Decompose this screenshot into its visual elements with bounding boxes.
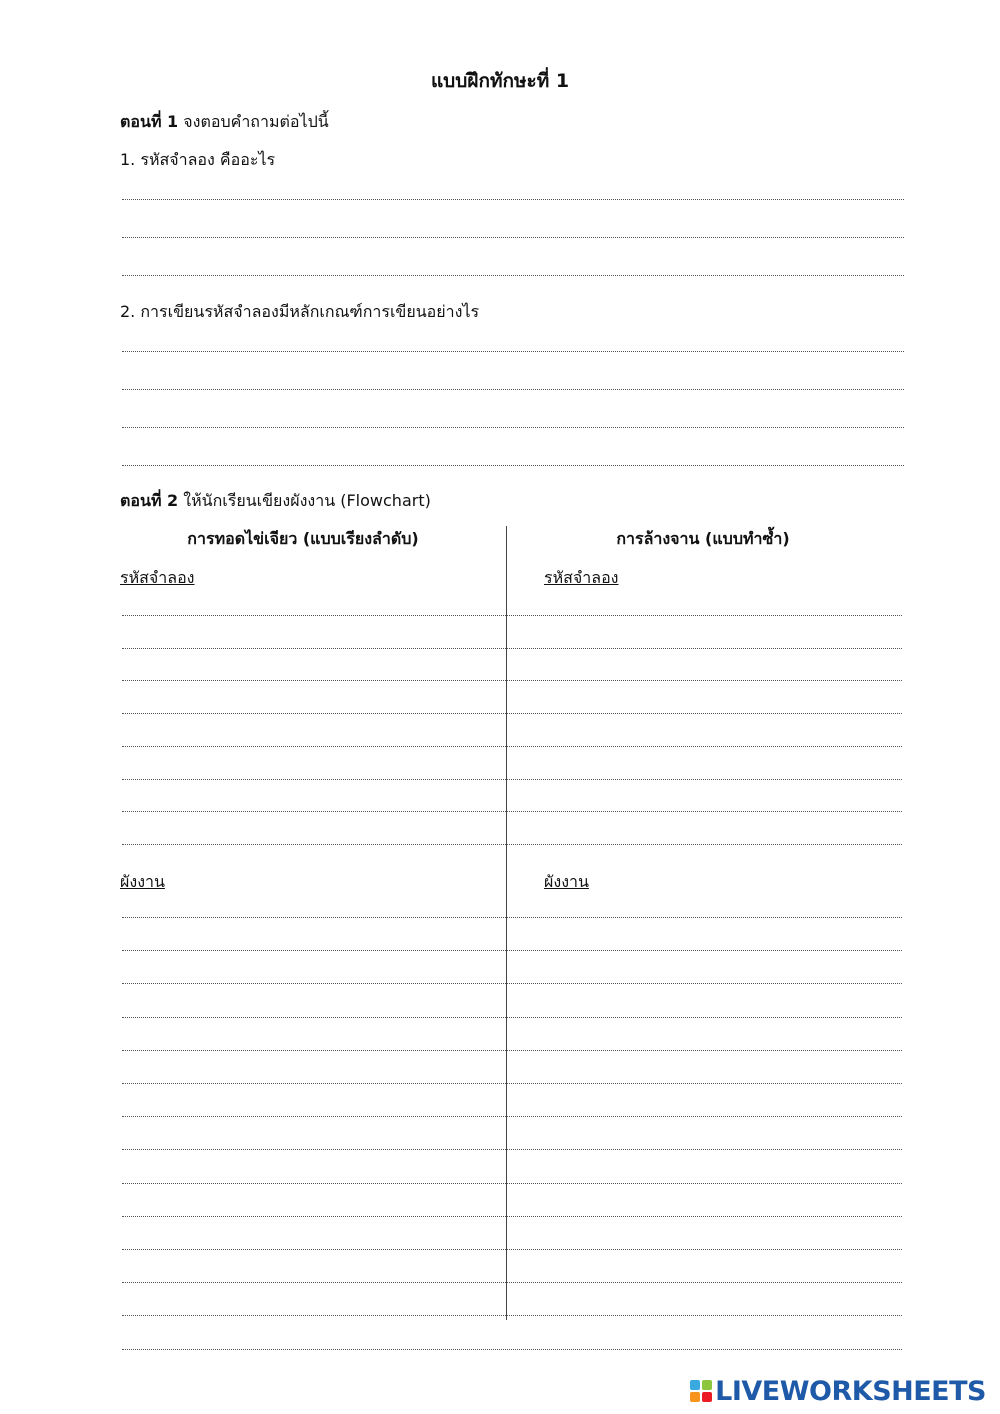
flowchart-answer-line-1[interactable]: [122, 917, 902, 918]
answer-line-q1-2[interactable]: [122, 237, 904, 238]
answer-line-q2-2[interactable]: [122, 389, 904, 390]
flowchart-answer-line-14[interactable]: [122, 1349, 902, 1350]
column-divider: [506, 526, 507, 1320]
flowchart-answer-line-12[interactable]: [122, 1282, 902, 1283]
flowchart-answer-line-11[interactable]: [122, 1249, 902, 1250]
flowchart-answer-line-5[interactable]: [122, 1050, 902, 1051]
flowchart-answer-line-8[interactable]: [122, 1149, 902, 1150]
flowchart-answer-line-4[interactable]: [122, 1017, 902, 1018]
left-column-header: การทอดไข่เจียว (แบบเรียงลำดับ): [187, 529, 419, 548]
part2-heading-label: ตอนที่ 2: [120, 491, 179, 510]
right-flowchart-label: ผังงาน: [544, 872, 589, 891]
flowchart-answer-line-2[interactable]: [122, 950, 902, 951]
pseudocode-answer-line-2[interactable]: [122, 648, 902, 649]
flowchart-answer-line-10[interactable]: [122, 1216, 902, 1217]
left-flowchart-label: ผังงาน: [120, 872, 165, 891]
part1-heading: [120, 110, 329, 135]
flowchart-answer-line-7[interactable]: [122, 1116, 902, 1117]
liveworksheets-logo: [690, 1374, 986, 1408]
worksheet-title: แบบฝึกทักษะที่ 1: [430, 70, 570, 92]
pseudocode-answer-line-1[interactable]: [122, 615, 902, 616]
answer-line-q1-3[interactable]: [122, 275, 904, 276]
answer-line-q1-1[interactable]: [122, 199, 904, 200]
answer-line-q2-1[interactable]: [122, 351, 904, 352]
pseudocode-answer-line-4[interactable]: [122, 713, 902, 714]
flowchart-answer-line-6[interactable]: [122, 1083, 902, 1084]
left-pseudocode-label: รหัสจำลอง: [120, 568, 195, 587]
part1-heading-label: ตอนที่ 1: [120, 112, 179, 131]
pseudocode-answer-line-3[interactable]: [122, 680, 902, 681]
pseudocode-answer-line-5[interactable]: [122, 746, 902, 747]
pseudocode-answer-line-7[interactable]: [122, 811, 902, 812]
flowchart-answer-line-9[interactable]: [122, 1183, 902, 1184]
answer-line-q2-4[interactable]: [122, 465, 904, 466]
right-pseudocode-label: รหัสจำลอง: [544, 568, 619, 587]
pseudocode-answer-line-8[interactable]: [122, 844, 902, 845]
liveworksheets-logo-icon: [690, 1380, 712, 1402]
question-1: 1. รหัสจำลอง คืออะไร: [120, 150, 276, 169]
part2-heading: [120, 489, 431, 514]
part2-heading-instruction: ให้นักเรียนเขียงผังงาน (Flowchart): [178, 491, 431, 510]
flowchart-answer-line-3[interactable]: [122, 983, 902, 984]
pseudocode-answer-line-6[interactable]: [122, 779, 902, 780]
right-column-header: การล้างจาน (แบบทำซ้ำ): [616, 529, 790, 548]
answer-line-q2-3[interactable]: [122, 427, 904, 428]
part1-heading-instruction: จงตอบคำถามต่อไปนี้: [178, 112, 329, 131]
liveworksheets-logo-text: LIVEWORKSHEETS: [715, 1375, 986, 1407]
question-2: 2. การเขียนรหัสจำลองมีหลักเกณฑ์การเขียนอย่างไร: [120, 302, 480, 321]
flowchart-answer-line-13[interactable]: [122, 1315, 902, 1316]
